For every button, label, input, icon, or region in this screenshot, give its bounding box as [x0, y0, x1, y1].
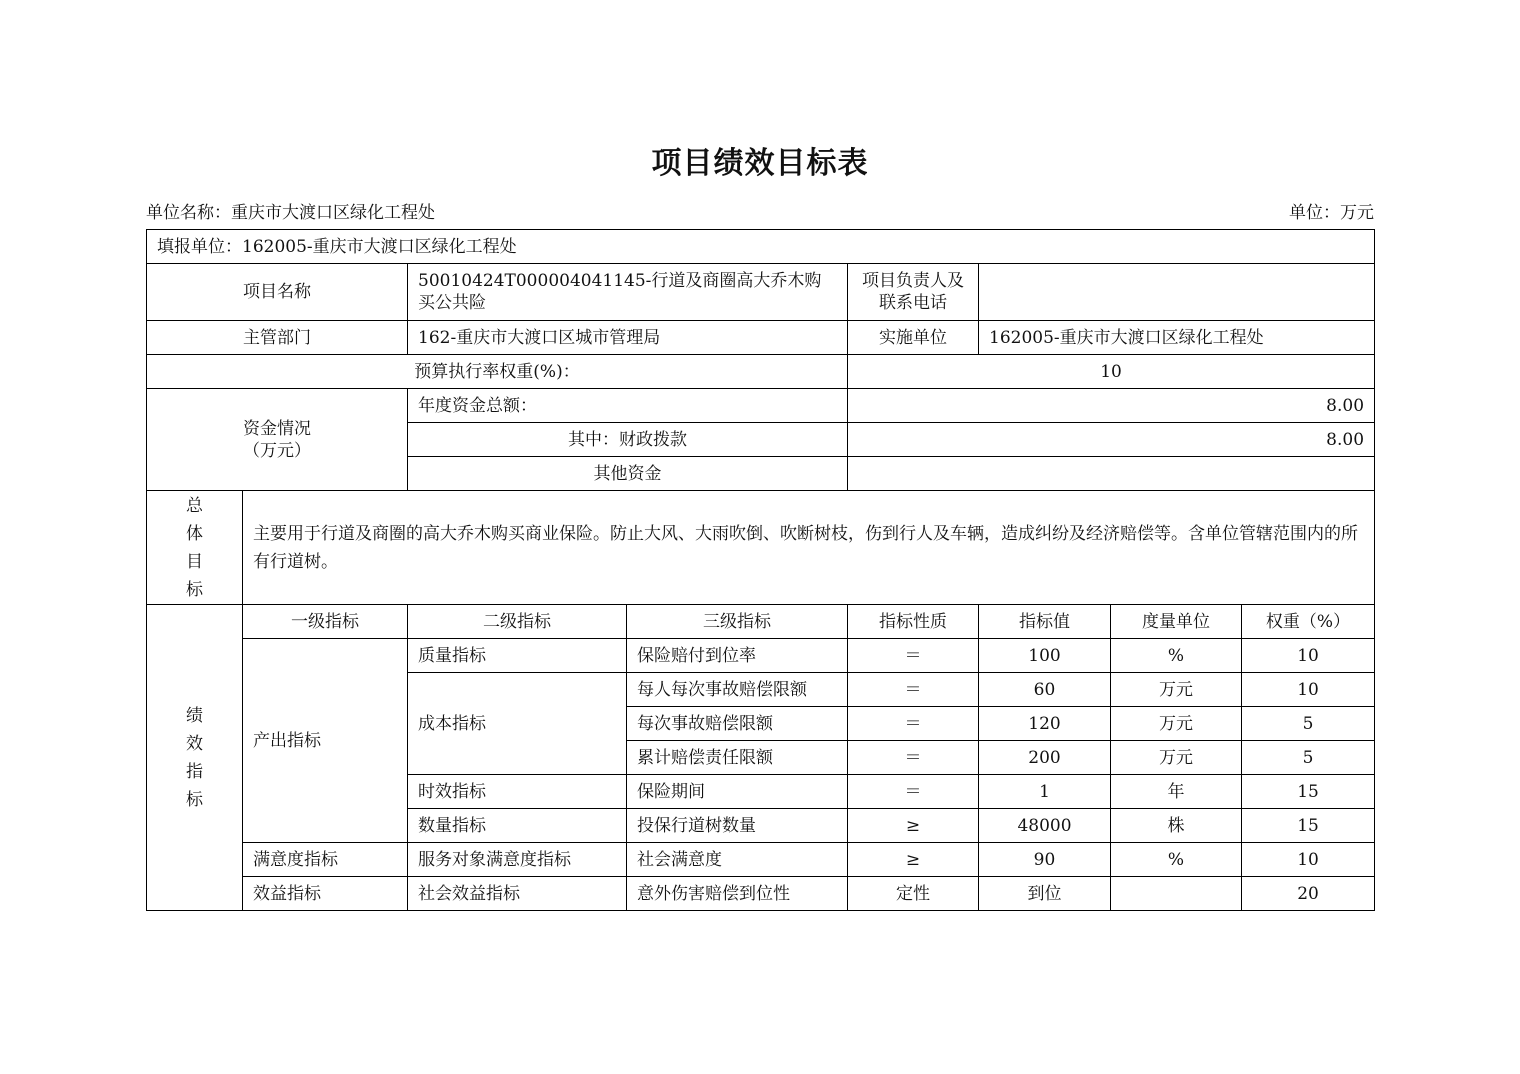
project-name-label: 项目名称 [147, 264, 408, 321]
level1-cell: 满意度指标 [243, 843, 408, 877]
value-cell: 48000 [979, 809, 1111, 843]
header-cell: 度量单位 [1111, 605, 1242, 639]
fund-label [147, 389, 408, 491]
table-row [147, 264, 1375, 321]
weight-cell: 10 [1242, 673, 1375, 707]
table-row [147, 843, 1375, 877]
level2-cell: 社会效益指标 [408, 877, 627, 911]
table-row [147, 355, 1375, 389]
nature-cell: ≥ [848, 843, 979, 877]
header-cell: 权重（%） [1242, 605, 1375, 639]
header-cell: 指标性质 [848, 605, 979, 639]
unit-name: 单位名称：重庆市大渡口区绿化工程处 [146, 203, 435, 223]
level3-cell: 每人每次事故赔偿限额 [627, 673, 848, 707]
level2-cell: 时效指标 [408, 775, 627, 809]
goal-label: 总 体 目 标 [147, 491, 243, 605]
level3-cell: 每次事故赔偿限额 [627, 707, 848, 741]
nature-cell: ≥ [848, 809, 979, 843]
level1-cell: 效益指标 [243, 877, 408, 911]
unit-cell: 万元 [1111, 741, 1242, 775]
fund-label-2: （万元） [243, 440, 311, 461]
page-title: 项目绩效目标表 [651, 146, 869, 181]
table-row [147, 230, 1375, 264]
weight-cell: 5 [1242, 741, 1375, 775]
nature-cell: ＝ [848, 741, 979, 775]
fund-other-label: 其他资金 [408, 457, 848, 491]
level3-cell: 累计赔偿责任限额 [627, 741, 848, 775]
unit-cell: 株 [1111, 809, 1242, 843]
value-cell: 到位 [979, 877, 1111, 911]
weight-cell: 10 [1242, 639, 1375, 673]
unit-cell: % [1111, 639, 1242, 673]
goal-text: 主要用于行道及商圈的高大乔木购买商业保险。防止大风、大雨吹倒、吹断树枝，伤到行人及车辆，造成纠纷及经济赔偿等。含单位管辖范围内的所有行道树。 [243, 491, 1375, 605]
project-name-value: 50010424T000004041145-行道及商圈高大乔木购买公共险 [408, 264, 848, 321]
weight-cell: 20 [1242, 877, 1375, 911]
value-cell: 100 [979, 639, 1111, 673]
table-row [147, 491, 1375, 605]
nature-cell: ＝ [848, 707, 979, 741]
fund-fiscal-label: 其中：财政拨款 [408, 423, 848, 457]
unit-cell [1111, 877, 1242, 911]
table-row [147, 877, 1375, 911]
unit-cell: 万元 [1111, 707, 1242, 741]
fill-unit: 填报单位：162005-重庆市大渡口区绿化工程处 [147, 230, 1375, 264]
fund-total-label: 年度资金总额： [408, 389, 848, 423]
level3-cell: 保险赔付到位率 [627, 639, 848, 673]
level3-cell: 意外伤害赔偿到位性 [627, 877, 848, 911]
level3-cell: 保险期间 [627, 775, 848, 809]
budget-weight-value: 10 [848, 355, 1375, 389]
weight-cell: 5 [1242, 707, 1375, 741]
table-row [147, 605, 1375, 639]
impl-value: 162005-重庆市大渡口区绿化工程处 [979, 321, 1375, 355]
table-row [147, 639, 1375, 673]
impl-label: 实施单位 [848, 321, 979, 355]
value-cell: 90 [979, 843, 1111, 877]
level2-cell: 质量指标 [408, 639, 627, 673]
value-cell: 120 [979, 707, 1111, 741]
level3-cell: 投保行道树数量 [627, 809, 848, 843]
fund-total-value: 8.00 [848, 389, 1375, 423]
unit-cell: 万元 [1111, 673, 1242, 707]
header-cell: 指标值 [979, 605, 1111, 639]
unit-cell: 年 [1111, 775, 1242, 809]
table-row [147, 389, 1375, 423]
nature-cell: ＝ [848, 673, 979, 707]
value-cell: 200 [979, 741, 1111, 775]
nature-cell: ＝ [848, 639, 979, 673]
fund-other-value [848, 457, 1375, 491]
value-cell: 1 [979, 775, 1111, 809]
nature-cell: ＝ [848, 775, 979, 809]
fund-label-1: 资金情况 [243, 418, 311, 439]
header-cell: 二级指标 [408, 605, 627, 639]
header-cell: 三级指标 [627, 605, 848, 639]
project-manager-label: 项目负责人及联系电话 [848, 264, 979, 321]
weight-cell: 10 [1242, 843, 1375, 877]
table-row [147, 321, 1375, 355]
header-cell: 一级指标 [243, 605, 408, 639]
dept-label: 主管部门 [147, 321, 408, 355]
level2-cell: 数量指标 [408, 809, 627, 843]
project-manager-value [979, 264, 1375, 321]
nature-cell: 定性 [848, 877, 979, 911]
weight-cell: 15 [1242, 809, 1375, 843]
performance-table [146, 229, 1375, 911]
fund-fiscal-value: 8.00 [848, 423, 1375, 457]
dept-value: 162-重庆市大渡口区城市管理局 [408, 321, 848, 355]
weight-cell: 15 [1242, 775, 1375, 809]
value-cell: 60 [979, 673, 1111, 707]
level1-cell: 产出指标 [243, 639, 408, 843]
budget-weight-label: 预算执行率权重(%)： [147, 355, 848, 389]
perf-label: 绩 效 指 标 [147, 605, 243, 911]
level2-cell: 成本指标 [408, 673, 627, 775]
unit-cell: % [1111, 843, 1242, 877]
unit-label: 单位：万元 [1289, 203, 1374, 223]
level2-cell: 服务对象满意度指标 [408, 843, 627, 877]
level3-cell: 社会满意度 [627, 843, 848, 877]
